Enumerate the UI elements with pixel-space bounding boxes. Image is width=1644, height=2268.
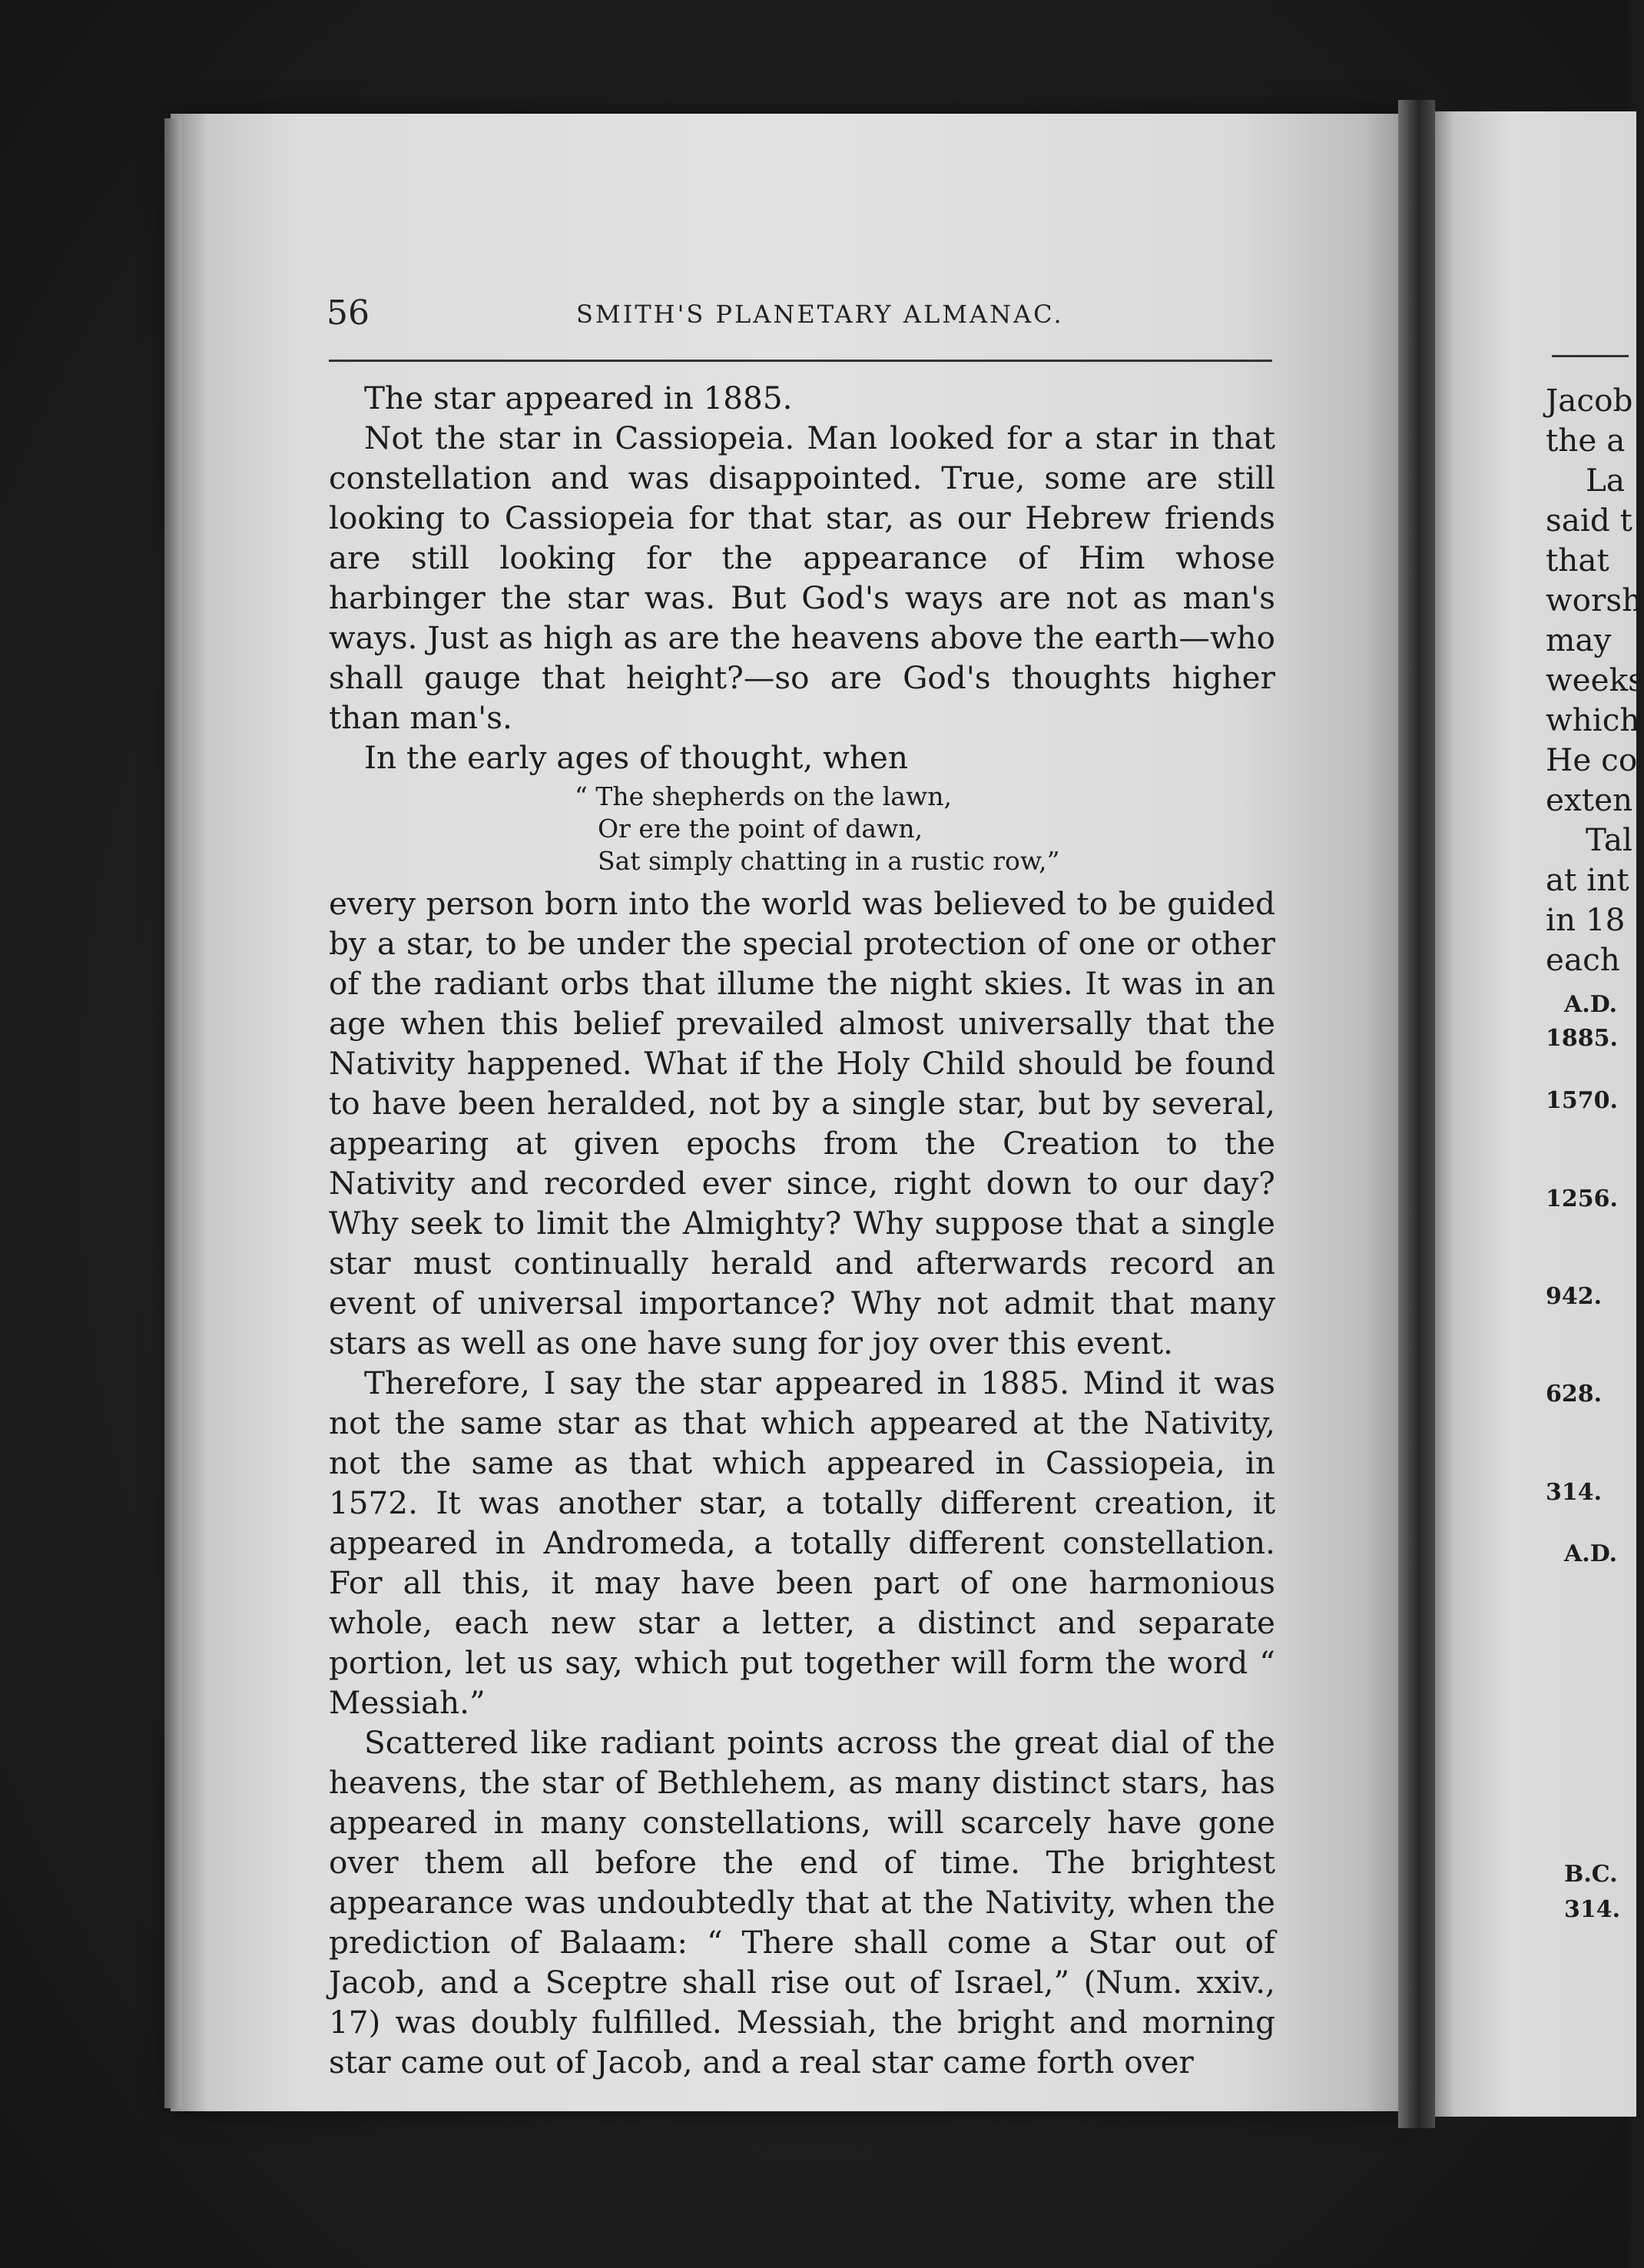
right-line: the a bbox=[1546, 422, 1626, 459]
verse-quote bbox=[575, 781, 1275, 877]
running-title: SMITH'S PLANETARY ALMANAC. bbox=[576, 300, 1064, 329]
right-line: which bbox=[1546, 701, 1640, 738]
table-label: B.C. bbox=[1564, 1861, 1618, 1888]
table-label: 628. bbox=[1546, 1381, 1603, 1408]
right-line: may bbox=[1546, 622, 1612, 658]
table-label: 1885. bbox=[1546, 1025, 1618, 1052]
table-label: 942. bbox=[1546, 1283, 1603, 1310]
table-label: 314. bbox=[1546, 1479, 1603, 1506]
right-line: He co bbox=[1546, 741, 1638, 778]
running-head bbox=[326, 293, 1275, 340]
right-line: weeks bbox=[1546, 662, 1644, 698]
right-page-text bbox=[1546, 0, 1644, 2268]
right-line: Jacob bbox=[1546, 382, 1633, 419]
table-label: 1570. bbox=[1546, 1087, 1618, 1114]
table-label: A.D. bbox=[1564, 991, 1618, 1018]
header-rule bbox=[329, 360, 1272, 362]
paragraph: Scattered like radiant points across the great dial of the heavens, the star of Bethlehem, as many distinct stars, has appeared in many constellations, will scarcely have gone over them all before the end of time. The brightest appearance was undoubtedly that at the Nativity, when the prediction of Balaam: “ There shall come a Star out of Jacob, and a Sceptre shall rise out of Israel,” (Num. xxiv., 17) was doubly fulfilled. Messiah, the bright and morning star came out of Jacob, and a real star came forth over bbox=[329, 1724, 1275, 2081]
table-label: 1256. bbox=[1546, 1185, 1618, 1212]
paragraph: The star appeared in 1885. bbox=[364, 380, 793, 416]
main-text bbox=[329, 378, 1275, 2082]
paragraph: every person born into the world was believed to be guided by a star, to be under the special protection of one or other of the radiant orbs that illume the night skies. It was in an age when this belief prevailed almost universally that the Nativity happened. What if the Holy Child should be found to have been heralded, not by a single star, but by several, appearing at given epochs from the Creation to the Nativity and recorded ever since, right down to our day? Why seek to limit the Almighty? Why suppose that a single star must continually herald and afterwards record an event of universal importance? Why not admit that many stars as well as one have sung for joy over this event. bbox=[329, 885, 1275, 1361]
paragraph: In the early ages of thought, when bbox=[364, 739, 908, 776]
right-line: La bbox=[1586, 462, 1626, 499]
verse-line: Or ere the point of dawn, bbox=[598, 814, 923, 844]
table-label: A.D. bbox=[1564, 1540, 1618, 1567]
paragraph: Therefore, I say the star appeared in 1885. Mind it was not the same star as that which appeared at the Nativity, not the same as that which appeared in Cassiopeia, in 1572. It was another star, a totally different creation, it appeared in Andromeda, a totally different constellation. For all this, it may have been part of one harmonious whole, each new star a letter, a distinct and separate portion, let us say, which put together will form the word “ Messiah.” bbox=[329, 1364, 1275, 1721]
right-line: at int bbox=[1546, 861, 1629, 898]
right-line: in 18 bbox=[1546, 901, 1626, 938]
table-label: 314. bbox=[1564, 1896, 1621, 1923]
verse-line: Sat simply chatting in a rustic row,” bbox=[598, 846, 1060, 876]
book-gutter bbox=[1398, 100, 1435, 2128]
page-number: 56 bbox=[326, 293, 370, 333]
right-line: worsh bbox=[1546, 582, 1642, 618]
right-line: said t bbox=[1546, 502, 1632, 539]
right-line: that bbox=[1546, 542, 1609, 579]
right-line: each bbox=[1546, 941, 1620, 978]
verse-line: “ The shepherds on the lawn, bbox=[575, 781, 952, 811]
right-line: Tal bbox=[1586, 821, 1632, 858]
paragraph: Not the star in Cassiopeia. Man looked for a star in that constellation and was disappointed. True, some are still looking to Cassiopeia for that star, as our Hebrew friends are still looking for the appearance of Him whose harbinger the star was. But God's ways are not as man's ways. Just as high as are the heavens above the earth—who shall gauge that height?—so are God's thoughts higher than man's. bbox=[329, 419, 1275, 736]
right-line: exten bbox=[1546, 781, 1633, 818]
